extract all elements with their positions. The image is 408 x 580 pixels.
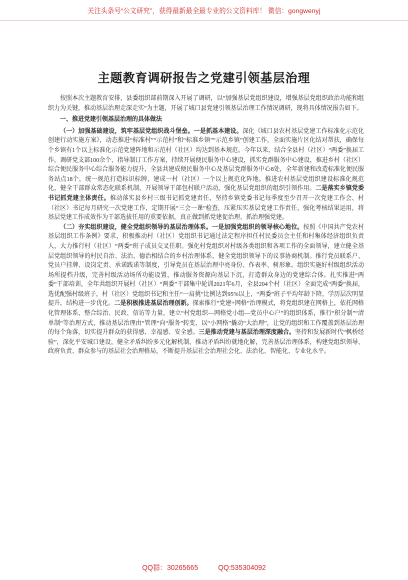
section2-point3-text: 坚持和发展新时代“枫桥经验”，深化平安城口建设，健全矛盾纠纷多元化解机制，推动矛盾纠纷就地化解，完善基层治理体系，构建党组织领导、政府负责、群众参与的基层社会治理格局，不断提升基层社会治理社会化、法治化、智能化、专业化水平。	[48, 330, 364, 356]
section1-tail-lead: 二是落实乡镇党委书记抓党建主体责任。	[48, 186, 364, 202]
document-title: 主题教育调研报告之党建引领基层治理	[97, 71, 311, 85]
footer-contact	[0, 563, 408, 573]
section2-point2-lead: 二是积极推进基层治理创新。	[114, 301, 193, 308]
document-body	[48, 95, 364, 358]
section1-lead: （一）加强基础建设，筑牢基层党组织战斗堡垒。一是抓基本建设。	[60, 128, 243, 135]
section2-lead: （二）夯实组织建设，健全党组织领导的基层治理体系。一是加强党组织的领导核心地位。	[60, 224, 304, 231]
section2-point2-text: 探索推行“党建+网格”治理模式，将党组织建在网格上，依托网格化管理体系，整合综治、民政、信访等力量，建立“村党组织—网格党小组—党员中心户”的组织体系，推行“积分制”“清单制”等治理方式，推动基层治理由“管理”向“服务”转变，以“小网格”撬动“大治理”，让党的组织和工作覆盖到基层治理的每个角落，切实提升群众的获得感、幸福感、安全感。	[48, 301, 364, 337]
section1-paragraph-1	[48, 128, 364, 224]
section2-text: 按照《中国共产党农村基层组织工作条例》要求，积极推动村（社区）党组织书记通过法定程序担任村民委员会主任和村集体经济组织负责人，大力推行村（社区）“两委”班子成员交叉任职。强化村党组织对村级各类组织和各项工作的全面领导，建立健全基层党组织领导的村民自治、法治、德治相结合的乡村治理体系，健全党组织领导下的议事协商机制。推行党员联系户、党员户挂牌、设岗定责、承诺践诺等制度，引导党员在基层治理中亮身份、作表率、树形象。组织实施好村级组织活动场所提档升级，完善村级活动场所功能设置，推动服务资源向基层下沉，打造群众身边的党建综合体。扎实推进“两委”干部培训，全年共组织开展村（社区）“两委”干部集中轮训2021年6月，全县204个村（社区）全面完成“两委”换届，选优配强村级班子，村（社区）党组织书记和主任“一肩挑”比例达到95%以上，“两委”班子平均年龄下降，学历层次明显提升，结构进一步优化。	[48, 224, 364, 308]
section1-text: 深化《城口县农村基层党建工作标准化示范化创建行动实施方案》，动态推进“标准村”“示范村”和“标准乡镇”“示范乡镇”创建工作，全面实施片区化结对帮扶，确保每个乡镇有1个以上标准化示范党建阵地和示范村（社区）均达到基本规范。今年以来，结合全县村（社区）“两委”换届工作，调研党支部100余个，指导制订工作方案，持续开展便民服务中心建设，抓实党群服务中心建设，推进乡村（社区）综合便民服务中心综合服务能力提升，全县共建成便民服务中心及基层党群服务中心8处，全年新建和改造标准化便民服务站点18个，统一规范打造标识标牌，建成一村（社区）一个以上规范化阵地。推进农村基层党组织建设标准化规范化，健全干部群众常态化联系机制，开展领导干部包村联户活动，强化基层党组织的组织引领作用。	[48, 128, 364, 193]
section2-paragraph	[48, 224, 364, 358]
section-heading-1: 一、推进党建引领基层治理的具体做法	[60, 117, 163, 124]
section2-point3-lead: 三是推动党建与基层治理深度融合。	[198, 330, 296, 337]
footer-qq: QQ:535304092	[218, 565, 266, 572]
footer-qq-group: QQ群：30265665	[142, 565, 199, 572]
banner-text: 关注头条号“公文研究”，获得最新最全最专业的公文资料库！ 微信：gongwenyj	[87, 8, 321, 15]
intro-paragraph: 按照本次主题教育安排，县委组织部前期深入开展了调研，以“加强基层党组织建设，增强基层党组织政治功能和组织力为关键，推动基层治理走深走实”为主题，开展了城口县党建引领基层治理工作情况调研，现将具体情况报告如下。	[48, 96, 364, 112]
top-banner	[0, 0, 408, 21]
section1-tail-text: 推动落实县乡村三级书记抓党建责任，坚持乡镇党委书记每季度至少召开一次党建工作会、村（社区）书记每月研究一次党建工作，定期开展“三会一课”检查，压紧压实基层党建工作责任，强化考核结果运用，将基层党建工作成效作为干部选拔任用的重要依据，真正做到抓党建促治理、抓治理强党建。	[48, 195, 364, 222]
